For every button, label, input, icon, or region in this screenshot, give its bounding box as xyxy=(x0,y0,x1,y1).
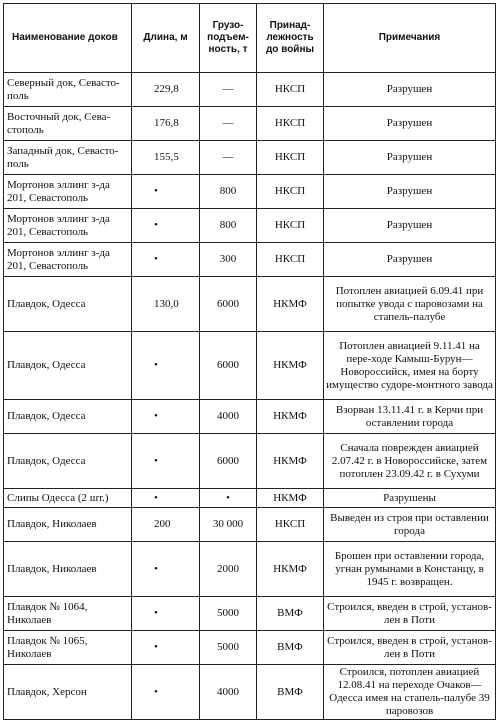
capacity-cell: 30 000 xyxy=(200,508,257,542)
table-row xyxy=(4,73,496,107)
notes-cell: Строился, потоплен авиацией 12.08.41 на переходе Очаков—Одесса имея на стапель-палубе 39 паровозов xyxy=(324,665,496,720)
table-row xyxy=(4,209,496,243)
header-ownership: Принад-лежность до войны xyxy=(257,4,324,73)
ownership-cell: НКСП xyxy=(257,107,324,141)
header-capacity: Грузо-подъем-ность, т xyxy=(200,4,257,73)
dock-name-cell: Мортонов эллинг з-да 201, Севастополь xyxy=(4,243,132,277)
length-cell: • xyxy=(132,209,200,243)
dock-name-cell: Восточный док, Сева-стополь xyxy=(4,107,132,141)
notes-cell: Выведен из строя при оставлении города xyxy=(324,508,496,542)
ownership-cell: НКСП xyxy=(257,243,324,277)
table-row xyxy=(4,665,496,720)
capacity-cell: — xyxy=(200,107,257,141)
ownership-cell: НКМФ xyxy=(257,400,324,434)
ownership-cell: ВМФ xyxy=(257,631,324,665)
capacity-cell: 5000 xyxy=(200,631,257,665)
dock-name-cell: Слипы Одесса (2 шт.) xyxy=(4,489,132,508)
table-row xyxy=(4,141,496,175)
table-row xyxy=(4,597,496,631)
notes-cell: Разрушен xyxy=(324,243,496,277)
docks-table xyxy=(3,3,496,720)
length-cell: • xyxy=(132,489,200,508)
capacity-cell: • xyxy=(200,489,257,508)
dock-name-cell: Плавдок № 1064, Николаев xyxy=(4,597,132,631)
table-row xyxy=(4,489,496,508)
notes-cell: Потоплен авиацией 6.09.41 при попытке увода с паровозами на стапель-палубе xyxy=(324,277,496,332)
notes-cell: Разрушен xyxy=(324,107,496,141)
dock-name-cell: Плавдок, Одесса xyxy=(4,434,132,489)
header-length: Длина, м xyxy=(132,4,200,73)
table-row xyxy=(4,508,496,542)
dock-name-cell: Западный док, Севасто-поль xyxy=(4,141,132,175)
table-row xyxy=(4,175,496,209)
capacity-cell: — xyxy=(200,73,257,107)
dock-name-cell: Северный док, Севасто-поль xyxy=(4,73,132,107)
capacity-cell: 6000 xyxy=(200,332,257,400)
notes-cell: Разрушен xyxy=(324,73,496,107)
length-cell: 200 xyxy=(132,508,200,542)
table-row xyxy=(4,400,496,434)
length-cell: • xyxy=(132,665,200,720)
table-row xyxy=(4,332,496,400)
length-cell: • xyxy=(132,332,200,400)
dock-name-cell: Плавдок, Николаев xyxy=(4,508,132,542)
table-row xyxy=(4,631,496,665)
length-cell: • xyxy=(132,597,200,631)
ownership-cell: НКСП xyxy=(257,175,324,209)
dock-name-cell: Плавдок, Херсон xyxy=(4,665,132,720)
table-row xyxy=(4,277,496,332)
length-cell: • xyxy=(132,631,200,665)
dock-name-cell: Мортонов эллинг з-да 201, Севастополь xyxy=(4,175,132,209)
dock-name-cell: Плавдок № 1065, Николаев xyxy=(4,631,132,665)
ownership-cell: НКМФ xyxy=(257,277,324,332)
capacity-cell: — xyxy=(200,141,257,175)
notes-cell: Строился, введен в строй, установ-лен в Поти xyxy=(324,631,496,665)
ownership-cell: НКСП xyxy=(257,209,324,243)
ownership-cell: НКСП xyxy=(257,73,324,107)
length-cell: • xyxy=(132,175,200,209)
capacity-cell: 4000 xyxy=(200,400,257,434)
length-cell: • xyxy=(132,400,200,434)
length-cell: • xyxy=(132,434,200,489)
notes-cell: Разрушен xyxy=(324,141,496,175)
notes-cell: Разрушен xyxy=(324,209,496,243)
notes-cell: Взорван 13.11.41 г. в Керчи при оставлении города xyxy=(324,400,496,434)
capacity-cell: 4000 xyxy=(200,665,257,720)
ownership-cell: НКМФ xyxy=(257,542,324,597)
ownership-cell: НКМФ xyxy=(257,434,324,489)
capacity-cell: 6000 xyxy=(200,277,257,332)
dock-name-cell: Плавдок, Одесса xyxy=(4,277,132,332)
table-row xyxy=(4,243,496,277)
ownership-cell: НКМФ xyxy=(257,332,324,400)
header-dock-name: Наименование доков xyxy=(4,4,132,73)
length-cell: 155,5 xyxy=(132,141,200,175)
notes-cell: Брошен при оставлении города, угнан румынами в Констанцу, в 1945 г. возвращен. xyxy=(324,542,496,597)
capacity-cell: 6000 xyxy=(200,434,257,489)
capacity-cell: 800 xyxy=(200,209,257,243)
capacity-cell: 300 xyxy=(200,243,257,277)
table-row xyxy=(4,542,496,597)
notes-cell: Разрушены xyxy=(324,489,496,508)
table-row xyxy=(4,107,496,141)
dock-name-cell: Плавдок, Одесса xyxy=(4,332,132,400)
notes-cell: Сначала поврежден авиацией 2.07.42 г. в Новороссийске, затем потоплен 23.09.42 г. в Сухуми xyxy=(324,434,496,489)
table-body xyxy=(4,73,496,720)
capacity-cell: 5000 xyxy=(200,597,257,631)
ownership-cell: НКСП xyxy=(257,508,324,542)
dock-name-cell: Мортонов эллинг з-да 201, Севастополь xyxy=(4,209,132,243)
capacity-cell: 800 xyxy=(200,175,257,209)
header-row xyxy=(4,4,496,73)
ownership-cell: НКМФ xyxy=(257,489,324,508)
length-cell: 229,8 xyxy=(132,73,200,107)
notes-cell: Разрушен xyxy=(324,175,496,209)
length-cell: • xyxy=(132,243,200,277)
length-cell: • xyxy=(132,542,200,597)
ownership-cell: ВМФ xyxy=(257,665,324,720)
notes-cell: Строился, введен в строй, установ-лен в Поти xyxy=(324,597,496,631)
header-notes: Примечания xyxy=(324,4,496,73)
table-row xyxy=(4,434,496,489)
notes-cell: Потоплен авиацией 9.11.41 на пере-ходе Камыш-Бурун—Новороссийск, имея на борту имущество судоре-монтного завода xyxy=(324,332,496,400)
dock-name-cell: Плавдок, Одесса xyxy=(4,400,132,434)
dock-name-cell: Плавдок, Николаев xyxy=(4,542,132,597)
capacity-cell: 2000 xyxy=(200,542,257,597)
ownership-cell: НКСП xyxy=(257,141,324,175)
ownership-cell: ВМФ xyxy=(257,597,324,631)
length-cell: 130,0 xyxy=(132,277,200,332)
length-cell: 176,8 xyxy=(132,107,200,141)
